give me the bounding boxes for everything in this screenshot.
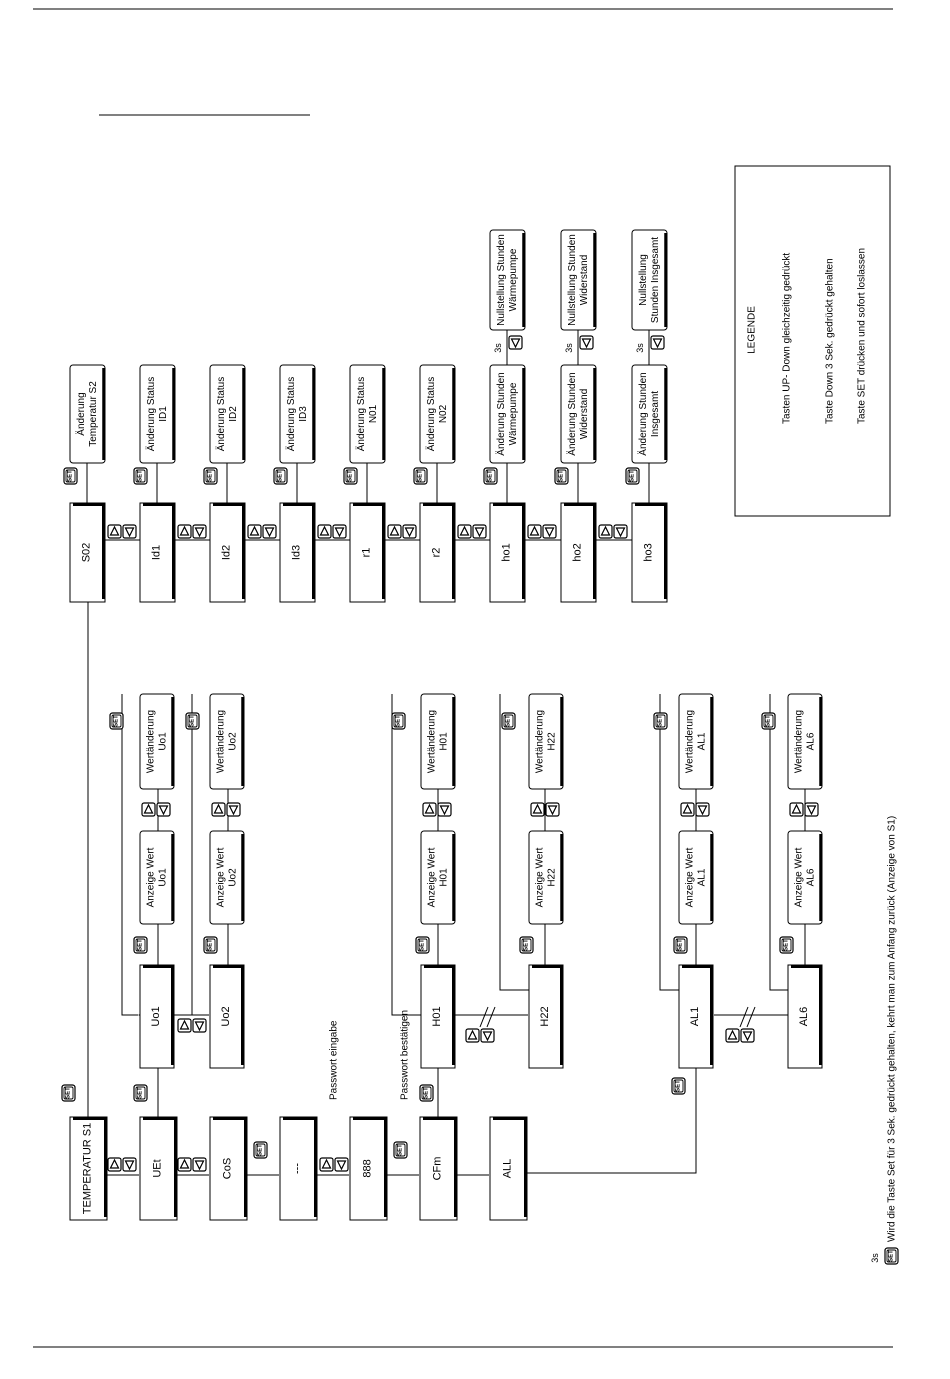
s-desc-id1-line2: ID1 bbox=[158, 406, 169, 422]
s-nav-5-down-arrow-icon bbox=[473, 525, 486, 538]
uo-display-uo2-line2: Uo2 bbox=[227, 868, 239, 887]
uet-set-key-icon bbox=[134, 1085, 147, 1101]
all-set-key-icon bbox=[672, 1078, 685, 1094]
chain-node-temp[interactable] bbox=[70, 1117, 107, 1220]
set-key-label: SET bbox=[419, 939, 426, 951]
skip-mark bbox=[747, 1007, 755, 1027]
uo-display-uo2 bbox=[210, 831, 244, 924]
s-nav-7-down-arrow-icon bbox=[614, 525, 627, 538]
s-desc-ho3-line2: Insgesamt bbox=[650, 390, 661, 438]
s-desc-r2 bbox=[420, 365, 455, 463]
set-key-label: SET bbox=[65, 1087, 72, 1099]
h-edit-h22-line1: Wertänderung bbox=[534, 709, 546, 774]
legend-item-up-down: Tasten UP- Down gleichzeitig gedrückt bbox=[781, 252, 793, 424]
set-key-label: SET bbox=[783, 939, 790, 951]
chain-node-pw888[interactable] bbox=[350, 1117, 387, 1220]
set-key-label: SET bbox=[417, 470, 424, 482]
set-key-label: SET bbox=[657, 715, 664, 727]
value-1-down-arrow-icon bbox=[227, 803, 240, 816]
set-key-label: SET bbox=[523, 939, 530, 951]
s-reset-ho1-line1: Nullstellung Stunden bbox=[496, 234, 507, 326]
s-nav-0-up-arrow-icon bbox=[108, 525, 121, 538]
s-node-id2[interactable] bbox=[210, 503, 245, 602]
al-node-al6-label: AL6 bbox=[798, 1006, 810, 1027]
chain-node-cos-label: CoS bbox=[221, 1157, 234, 1180]
set-key-label: SET bbox=[765, 715, 772, 727]
three-seconds-label: 3s bbox=[635, 343, 645, 353]
uo-display-uo1 bbox=[140, 831, 174, 924]
al-display-al1-line1: Anzeige Wert bbox=[684, 847, 696, 908]
edit-set-key-icon-2 bbox=[392, 713, 405, 729]
chain-node-uet[interactable] bbox=[140, 1117, 177, 1220]
s-reset-ho1-line2: Wärmepumpe bbox=[508, 248, 519, 312]
al-display-al6 bbox=[788, 831, 822, 924]
s-desc-s02 bbox=[70, 365, 105, 463]
set-key-label: SET bbox=[505, 715, 512, 727]
s-desc-ho3-line1: Änderung Stunden bbox=[638, 372, 649, 456]
set-key-label: SET bbox=[397, 1144, 404, 1156]
edit-set-key-icon-3 bbox=[502, 713, 515, 729]
s-reset-down-arrow-icon-8 bbox=[651, 336, 664, 349]
s-nav-6-up-arrow-icon bbox=[528, 525, 541, 538]
skip-mark bbox=[480, 1007, 488, 1027]
h-display-h22 bbox=[529, 831, 563, 924]
chain-888-set-key-icon bbox=[394, 1142, 407, 1158]
three-seconds-label: 3s bbox=[564, 343, 574, 353]
h-edit-h01-line1: Wertänderung bbox=[426, 709, 438, 774]
s-node-s02[interactable] bbox=[70, 503, 105, 602]
s-node-r1[interactable] bbox=[350, 503, 385, 602]
s-reset-ho3-line2: Stunden Insgesamt bbox=[650, 236, 661, 324]
set-key-label: SET bbox=[677, 939, 684, 951]
h-edit-h22 bbox=[529, 694, 563, 789]
value-3-up-arrow-icon bbox=[531, 803, 544, 816]
al-display-al1 bbox=[679, 831, 713, 924]
s-reset-ho3-line1: Nullstellung bbox=[638, 254, 649, 306]
s-nav-5-up-arrow-icon bbox=[458, 525, 471, 538]
al-display-al6-line1: Anzeige Wert bbox=[793, 847, 805, 908]
set-key-label: SET bbox=[257, 1144, 264, 1156]
s-node-id1-label: Id1 bbox=[150, 544, 163, 561]
group-set-key-icon-4 bbox=[674, 937, 687, 953]
h-node-h01[interactable] bbox=[421, 965, 455, 1068]
footnote-set-key-icon bbox=[885, 1248, 898, 1264]
three-seconds-label: 3s bbox=[870, 1253, 880, 1263]
legend-title: LEGENDE bbox=[746, 306, 758, 354]
set-key-label: SET bbox=[137, 470, 144, 482]
s-desc-r1-line2: N01 bbox=[368, 404, 379, 424]
uo-nav-up-arrow-icon bbox=[178, 1019, 191, 1032]
chain-uet-cos-down-arrow-icon bbox=[193, 1158, 206, 1171]
s-nav-3-up-arrow-icon bbox=[318, 525, 331, 538]
s-set-key-icon-4 bbox=[344, 468, 357, 484]
al-edit-al6 bbox=[788, 694, 822, 789]
s-nav-6-down-arrow-icon bbox=[543, 525, 556, 538]
set-key-label: SET bbox=[558, 470, 565, 482]
s-node-r2-label: r2 bbox=[430, 547, 443, 558]
s-desc-ho2-line1: Änderung Stunden bbox=[567, 372, 578, 456]
s-reset-ho2-line2: Widerstand bbox=[579, 254, 590, 306]
s-node-s02-label: S02 bbox=[80, 542, 93, 563]
s-set-key-icon-2 bbox=[204, 468, 217, 484]
s-desc-ho2-line2: Widerstand bbox=[579, 388, 590, 440]
al-node-al1-label: AL1 bbox=[689, 1006, 701, 1027]
s-nav-2-up-arrow-icon bbox=[248, 525, 261, 538]
s-node-ho3[interactable] bbox=[632, 503, 667, 602]
h-edit-h22-line2: H22 bbox=[546, 732, 558, 751]
s-node-ho1[interactable] bbox=[490, 503, 525, 602]
s-desc-id2 bbox=[210, 365, 245, 463]
s-set-key-icon-6 bbox=[484, 468, 497, 484]
connector-line bbox=[189, 694, 209, 1015]
h-display-h01-line2: H01 bbox=[438, 868, 450, 887]
set-key-label: SET bbox=[189, 715, 196, 727]
s-desc-id3 bbox=[280, 365, 315, 463]
uo-edit-uo1-line2: Uo1 bbox=[157, 732, 169, 751]
al-edit-al1 bbox=[679, 694, 713, 789]
s-reset-ho1 bbox=[490, 230, 525, 330]
h-edit-h01 bbox=[421, 694, 455, 789]
chain-temp-uet-up-arrow-icon bbox=[108, 1158, 121, 1171]
set-key-label: SET bbox=[347, 470, 354, 482]
s-reset-ho3 bbox=[632, 230, 667, 330]
edit-set-key-icon-5 bbox=[762, 713, 775, 729]
three-seconds-label: 3s bbox=[493, 343, 503, 353]
s-desc-id2-line1: Änderung Status bbox=[216, 376, 227, 452]
value-4-down-arrow-icon bbox=[696, 803, 709, 816]
s-node-id3-label: Id3 bbox=[290, 544, 303, 561]
set-key-label: SET bbox=[67, 470, 74, 482]
temperature-set-key-icon bbox=[62, 1085, 75, 1101]
h-node-h01-label: H01 bbox=[431, 1006, 443, 1027]
skip-mark bbox=[740, 1007, 748, 1027]
chain-dash-888-up-arrow-icon bbox=[320, 1158, 333, 1171]
s-nav-7-up-arrow-icon bbox=[599, 525, 612, 538]
s-desc-ho1 bbox=[490, 365, 525, 463]
s-set-key-icon-7 bbox=[555, 468, 568, 484]
group-set-key-icon-2 bbox=[416, 937, 429, 953]
value-0-up-arrow-icon bbox=[142, 803, 155, 816]
uo-nav-down-arrow-icon bbox=[193, 1019, 206, 1032]
value-2-down-arrow-icon bbox=[438, 803, 451, 816]
s-desc-ho3 bbox=[632, 365, 667, 463]
s-nav-4-up-arrow-icon bbox=[388, 525, 401, 538]
s-node-id1[interactable] bbox=[140, 503, 175, 602]
s-nav-1-up-arrow-icon bbox=[178, 525, 191, 538]
value-1-up-arrow-icon bbox=[212, 803, 225, 816]
s-set-key-icon-8 bbox=[626, 468, 639, 484]
s-node-id2-label: Id2 bbox=[220, 544, 233, 561]
s-desc-id2-line2: ID2 bbox=[228, 406, 239, 422]
connector-line bbox=[122, 694, 138, 1015]
chain-node-temp-label: TEMPERATUR S1 bbox=[81, 1122, 94, 1215]
h-node-h22[interactable] bbox=[529, 965, 563, 1068]
s-node-ho1-label: ho1 bbox=[500, 543, 513, 562]
s-desc-id3-line2: ID3 bbox=[298, 406, 309, 422]
chain-dash-888-down-arrow-icon bbox=[335, 1158, 348, 1171]
chain-node-cfm[interactable] bbox=[420, 1117, 457, 1220]
s-desc-r1 bbox=[350, 365, 385, 463]
s-reset-ho2-line1: Nullstellung Stunden bbox=[567, 234, 578, 326]
s-node-ho3-label: ho3 bbox=[642, 543, 655, 562]
s-nav-4-down-arrow-icon bbox=[403, 525, 416, 538]
uo-display-uo1-line2: Uo1 bbox=[157, 868, 169, 887]
uo-edit-uo2-line1: Wertänderung bbox=[215, 709, 227, 774]
value-3-down-arrow-icon bbox=[546, 803, 559, 816]
group-set-key-icon-5 bbox=[780, 937, 793, 953]
s-set-key-icon-0 bbox=[64, 468, 77, 484]
s-desc-ho1-line1: Änderung Stunden bbox=[496, 372, 507, 456]
al-edit-al1-line1: Wertänderung bbox=[684, 709, 696, 774]
chain-node-dash[interactable] bbox=[280, 1117, 317, 1220]
uo-edit-uo1-line1: Wertänderung bbox=[145, 709, 157, 774]
al-edit-al6-line1: Wertänderung bbox=[793, 709, 805, 774]
s-desc-ho2 bbox=[561, 365, 596, 463]
password-confirm-annotation: Passwort bestätigen bbox=[399, 1009, 411, 1100]
s-desc-id1 bbox=[140, 365, 175, 463]
h-nav-down-arrow-icon bbox=[481, 1029, 494, 1042]
chain-node-cos[interactable] bbox=[210, 1117, 247, 1220]
s-nav-2-down-arrow-icon bbox=[263, 525, 276, 538]
set-key-label: SET bbox=[629, 470, 636, 482]
h-display-h22-line2: H22 bbox=[546, 868, 558, 887]
connector-line bbox=[392, 694, 421, 1015]
s-desc-r2-line1: Änderung Status bbox=[426, 376, 437, 452]
al-nav-up-arrow-icon bbox=[726, 1029, 739, 1042]
group-set-key-icon-0 bbox=[134, 937, 147, 953]
edit-set-key-icon-1 bbox=[186, 713, 199, 729]
s-nav-3-down-arrow-icon bbox=[333, 525, 346, 538]
value-0-down-arrow-icon bbox=[157, 803, 170, 816]
s-desc-r2-line2: N02 bbox=[438, 404, 449, 424]
s-set-key-icon-1 bbox=[134, 468, 147, 484]
s-node-r1-label: r1 bbox=[360, 547, 373, 558]
legend-item-down-3s: Taste Down 3 Sek. gedrückt gehalten bbox=[824, 258, 836, 424]
set-key-label: SET bbox=[487, 470, 494, 482]
al-display-al1-line2: AL1 bbox=[696, 868, 708, 887]
chain-node-pw888-label: 888 bbox=[361, 1159, 374, 1178]
s-node-ho2[interactable] bbox=[561, 503, 596, 602]
password-input-annotation: Passwort eingabe bbox=[328, 1020, 340, 1100]
uo-node-uo1[interactable] bbox=[140, 965, 174, 1068]
group-set-key-icon-1 bbox=[204, 937, 217, 953]
chain-node-all-label: ALL bbox=[501, 1158, 514, 1179]
al-node-al6[interactable] bbox=[788, 965, 822, 1068]
s-desc-r1-line1: Änderung Status bbox=[356, 376, 367, 452]
s-reset-down-arrow-icon-7 bbox=[580, 336, 593, 349]
skip-mark bbox=[487, 1007, 495, 1027]
footnote-text: Wird die Taste Set für 3 Sek. gedrückt gehalten, kehrt man zum Anfang zurück (Anzeige von S1) bbox=[886, 815, 898, 1242]
al-edit-al1-line2: AL1 bbox=[696, 732, 708, 751]
h-display-h01-line1: Anzeige Wert bbox=[426, 847, 438, 908]
s-nav-0-down-arrow-icon bbox=[123, 525, 136, 538]
s-node-id3[interactable] bbox=[280, 503, 315, 602]
chain-node-cfm-label: CFm bbox=[431, 1156, 444, 1181]
chain-cos-set-key-icon bbox=[254, 1142, 267, 1158]
al-node-al1[interactable] bbox=[679, 965, 713, 1068]
cfm-set-key-icon bbox=[420, 1085, 433, 1101]
value-5-up-arrow-icon bbox=[790, 803, 803, 816]
uo-display-uo2-line1: Anzeige Wert bbox=[215, 847, 227, 908]
group-set-key-icon-3 bbox=[520, 937, 533, 953]
uo-node-uo2[interactable] bbox=[210, 965, 244, 1068]
chain-uet-cos-up-arrow-icon bbox=[178, 1158, 191, 1171]
uo-node-uo1-label: Uo1 bbox=[150, 1006, 162, 1027]
s-desc-id3-line1: Änderung Status bbox=[286, 376, 297, 452]
set-key-label: SET bbox=[675, 1080, 682, 1092]
al-edit-al6-line2: AL6 bbox=[805, 732, 817, 751]
value-4-up-arrow-icon bbox=[681, 803, 694, 816]
h-display-h22-line1: Anzeige Wert bbox=[534, 847, 546, 908]
chain-node-dash-label: --- bbox=[291, 1163, 304, 1174]
set-key-label: SET bbox=[277, 470, 284, 482]
s-set-key-icon-5 bbox=[414, 468, 427, 484]
uo-display-uo1-line1: Anzeige Wert bbox=[145, 847, 157, 908]
s-desc-ho1-line2: Wärmepumpe bbox=[508, 382, 519, 446]
s-node-ho2-label: ho2 bbox=[571, 543, 584, 562]
chain-temp-uet-down-arrow-icon bbox=[123, 1158, 136, 1171]
set-key-label: SET bbox=[423, 1087, 430, 1099]
edit-set-key-icon-0 bbox=[110, 713, 123, 729]
s-desc-s02-line2: Temperatur S2 bbox=[88, 381, 99, 447]
s-desc-id1-line1: Änderung Status bbox=[146, 376, 157, 452]
uo-node-uo2-label: Uo2 bbox=[220, 1006, 232, 1027]
chain-node-all[interactable] bbox=[490, 1117, 527, 1220]
edit-set-key-icon-4 bbox=[654, 713, 667, 729]
s-reset-ho2 bbox=[561, 230, 596, 330]
footnote bbox=[885, 816, 898, 1264]
set-key-label: SET bbox=[888, 1250, 895, 1262]
h-edit-h01-line2: H01 bbox=[438, 732, 450, 751]
set-key-label: SET bbox=[395, 715, 402, 727]
set-key-label: SET bbox=[113, 715, 120, 727]
s-node-r2[interactable] bbox=[420, 503, 455, 602]
al-nav-down-arrow-icon bbox=[741, 1029, 754, 1042]
h-nav-up-arrow-icon bbox=[466, 1029, 479, 1042]
al-display-al6-line2: AL6 bbox=[805, 868, 817, 887]
s-reset-down-arrow-icon-6 bbox=[509, 336, 522, 349]
legend bbox=[735, 166, 890, 516]
h-node-h22-label: H22 bbox=[539, 1006, 551, 1027]
set-key-label: SET bbox=[137, 939, 144, 951]
uo-edit-uo1 bbox=[140, 694, 174, 789]
value-5-down-arrow-icon bbox=[805, 803, 818, 816]
set-key-label: SET bbox=[137, 1087, 144, 1099]
h-display-h01 bbox=[421, 831, 455, 924]
s-nav-1-down-arrow-icon bbox=[193, 525, 206, 538]
s-set-key-icon-3 bbox=[274, 468, 287, 484]
s-desc-s02-line1: Änderung bbox=[76, 392, 87, 436]
chain-node-uet-label: UEt bbox=[151, 1159, 164, 1178]
value-2-up-arrow-icon bbox=[423, 803, 436, 816]
uo-edit-uo2-line2: Uo2 bbox=[227, 732, 239, 751]
set-key-label: SET bbox=[207, 939, 214, 951]
set-key-label: SET bbox=[207, 470, 214, 482]
legend-item-set: Taste SET drücken und sofort loslassen bbox=[856, 247, 868, 424]
uo-edit-uo2 bbox=[210, 694, 244, 789]
